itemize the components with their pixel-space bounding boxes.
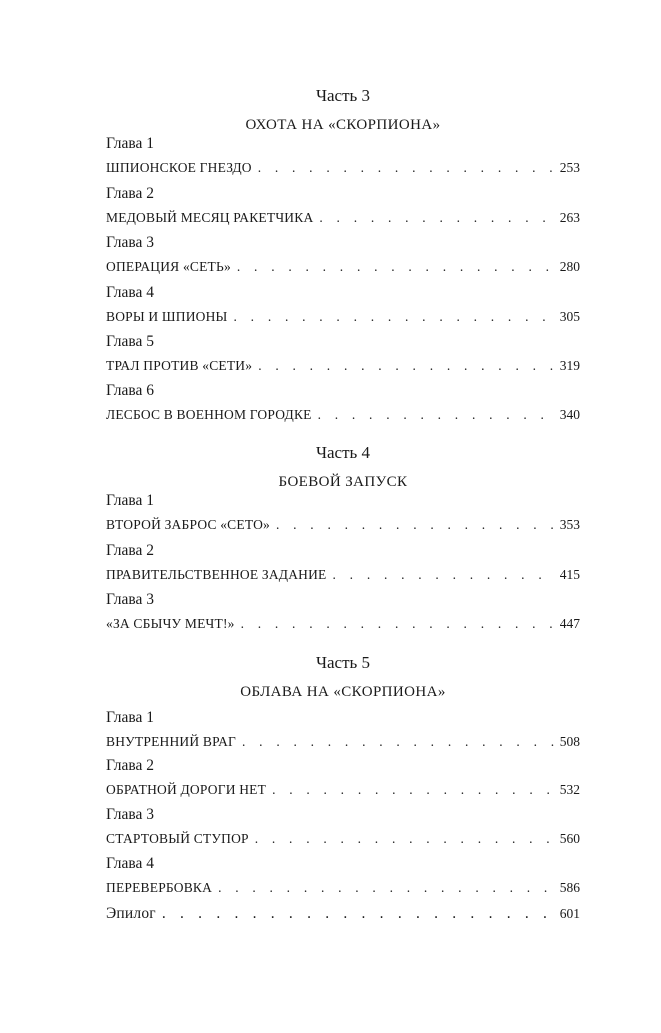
page-number: 353 <box>559 517 580 532</box>
toc-entry[interactable] <box>106 806 580 847</box>
page-number: 280 <box>559 259 580 274</box>
page-number: 601 <box>559 906 580 921</box>
toc-entry[interactable] <box>106 591 580 632</box>
chapter-title: МЕДОВЫЙ МЕСЯЦ РАКЕТЧИКА <box>106 210 314 225</box>
dot-leader <box>162 905 554 923</box>
part-title: БОЕВОЙ ЗАПУСК <box>278 474 408 490</box>
epilog-title: Эпилог <box>106 905 156 922</box>
page-number: 263 <box>559 210 580 225</box>
dot-leader <box>241 616 554 632</box>
chapter-label: Глава 3 <box>106 591 155 608</box>
chapter-label: Глава 2 <box>106 185 155 202</box>
page-number: 253 <box>559 160 580 175</box>
part-5-heading <box>106 653 580 701</box>
dot-leader <box>255 831 554 847</box>
dot-leader <box>272 782 554 798</box>
chapter-title: ПРАВИТЕЛЬСТВЕННОЕ ЗАДАНИЕ <box>106 567 327 582</box>
toc-entry[interactable] <box>106 492 580 533</box>
chapter-title: ВНУТРЕННИЙ ВРАГ <box>106 734 237 749</box>
chapter-label: Глава 3 <box>106 806 155 823</box>
toc-entry[interactable] <box>106 382 580 423</box>
page-number: 508 <box>559 734 580 749</box>
chapter-title: ОБРАТНОЙ ДОРОГИ НЕТ <box>106 782 267 797</box>
toc-entry[interactable] <box>106 757 580 798</box>
dot-leader <box>258 358 554 374</box>
chapter-label: Глава 2 <box>106 542 155 559</box>
toc-entry[interactable] <box>106 135 580 176</box>
page-number: 415 <box>559 567 580 582</box>
toc-entry[interactable] <box>106 284 580 325</box>
dot-leader <box>258 160 554 176</box>
page-number: 319 <box>559 358 580 373</box>
chapter-title: ВОРЫ И ШПИОНЫ <box>106 309 228 324</box>
page-number: 340 <box>559 407 580 422</box>
dot-leader <box>237 259 554 275</box>
toc-entry[interactable] <box>106 542 580 583</box>
dot-leader <box>234 309 554 325</box>
part-title: ОБЛАВА НА «СКОРПИОНА» <box>240 684 446 700</box>
toc-entry[interactable] <box>106 855 580 896</box>
dot-leader <box>276 517 554 533</box>
chapter-title: ОПЕРАЦИЯ «СЕТЬ» <box>106 259 231 274</box>
dot-leader <box>333 567 554 583</box>
page-number: 586 <box>559 880 580 895</box>
toc-entry[interactable] <box>106 234 580 275</box>
part-number: Часть 3 <box>315 86 371 105</box>
chapter-label: Глава 1 <box>106 709 155 726</box>
part-3-heading <box>106 86 580 134</box>
chapter-title: ТРАЛ ПРОТИВ «СЕТИ» <box>106 358 253 373</box>
chapter-label: Глава 4 <box>106 855 155 872</box>
dot-leader <box>242 734 554 750</box>
chapter-label: Глава 1 <box>106 135 155 152</box>
dot-leader <box>218 880 554 896</box>
toc-entry[interactable] <box>106 333 580 374</box>
chapter-label: Глава 2 <box>106 757 155 774</box>
part-number: Часть 5 <box>315 653 371 672</box>
page-number: 305 <box>559 309 580 324</box>
chapter-title: СТАРТОВЫЙ СТУПОР <box>106 831 249 846</box>
part-title: ОХОТА НА «СКОРПИОНА» <box>245 117 441 133</box>
page-number: 447 <box>559 616 580 631</box>
toc-entry[interactable] <box>106 709 580 750</box>
chapter-title: ПЕРЕВЕРБОВКА <box>106 880 213 895</box>
chapter-title: ЛЕСБОС В ВОЕННОМ ГОРОДКЕ <box>106 407 312 422</box>
chapter-title: «ЗА СБЫЧУ МЕЧТ!» <box>106 616 235 631</box>
dot-leader <box>319 210 553 226</box>
part-number: Часть 4 <box>315 443 371 462</box>
chapter-label: Глава 4 <box>106 284 155 301</box>
chapter-title: ШПИОНСКОЕ ГНЕЗДО <box>106 160 252 175</box>
chapter-title: ВТОРОЙ ЗАБРОС «СЕТО» <box>106 517 270 532</box>
toc-entry[interactable] <box>106 185 580 226</box>
page-number: 560 <box>559 831 580 846</box>
chapter-label: Глава 5 <box>106 333 155 350</box>
chapter-label: Глава 6 <box>106 382 155 399</box>
toc-entry-epilog[interactable] <box>106 905 580 923</box>
chapter-label: Глава 1 <box>106 492 155 509</box>
page-number: 532 <box>559 782 580 797</box>
chapter-label: Глава 3 <box>106 234 155 251</box>
dot-leader <box>318 407 554 423</box>
part-4-heading <box>106 443 580 491</box>
